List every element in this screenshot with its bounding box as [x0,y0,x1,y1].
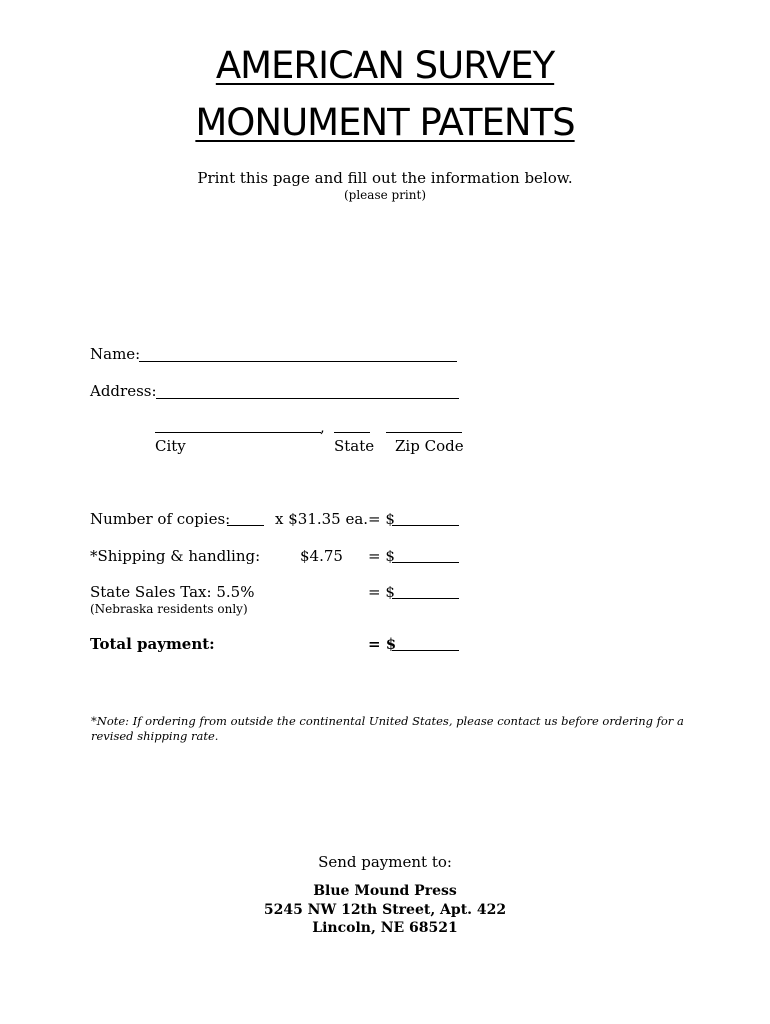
please-print-note: (please print) [343,188,427,202]
title-line-1 [0,44,770,87]
shipping-label: *Shipping & handling: [90,547,261,565]
shipping-subtotal-field[interactable] [392,562,459,563]
city-field[interactable] [155,432,321,433]
street-address: 5245 NW 12th Street, Apt. 422 [263,902,507,918]
city-address: Lincoln, NE 68521 [312,920,458,936]
tax-equals: = $ [368,583,395,601]
shipping-equals: = $ [368,547,395,565]
tax-label: State Sales Tax: 5.5% [90,583,255,601]
instruction-text: Print this page and fill out the information below. [197,169,573,187]
title-line-1-text: AMERICAN SURVEY [215,44,555,87]
total-label: Total payment: [90,635,215,653]
name-field[interactable] [139,361,457,362]
address-field[interactable] [156,398,459,399]
city-state-comma: , [320,418,325,436]
company-name: Blue Mound Press [313,883,457,899]
state-label: State [334,437,375,455]
city-label: City [155,437,186,455]
title-line-2 [0,101,770,144]
address-label: Address: [90,382,157,400]
title-line-2-text: MONUMENT PATENTS [195,101,575,144]
zip-label: Zip Code [395,437,464,455]
copies-subtotal-field[interactable] [392,525,459,526]
total-field[interactable] [392,650,459,651]
footnote-line-1: *Note: If ordering from outside the continental United States, please contact us before ordering for a [91,714,684,728]
copies-label: Number of copies: [90,510,231,528]
zip-field[interactable] [386,432,462,433]
copies-field[interactable] [227,525,264,526]
tax-subtotal-field[interactable] [392,598,459,599]
state-field[interactable] [334,432,370,433]
send-payment-label: Send payment to: [318,853,452,871]
total-equals: = $ [368,635,397,653]
copies-equals: = $ [368,510,395,528]
tax-note: (Nebraska residents only) [90,602,248,616]
footnote-line-2: revised shipping rate. [91,729,219,743]
shipping-amount: $4.75 [300,547,343,565]
price-each: x $31.35 ea. [275,510,369,528]
name-label: Name: [90,345,141,363]
